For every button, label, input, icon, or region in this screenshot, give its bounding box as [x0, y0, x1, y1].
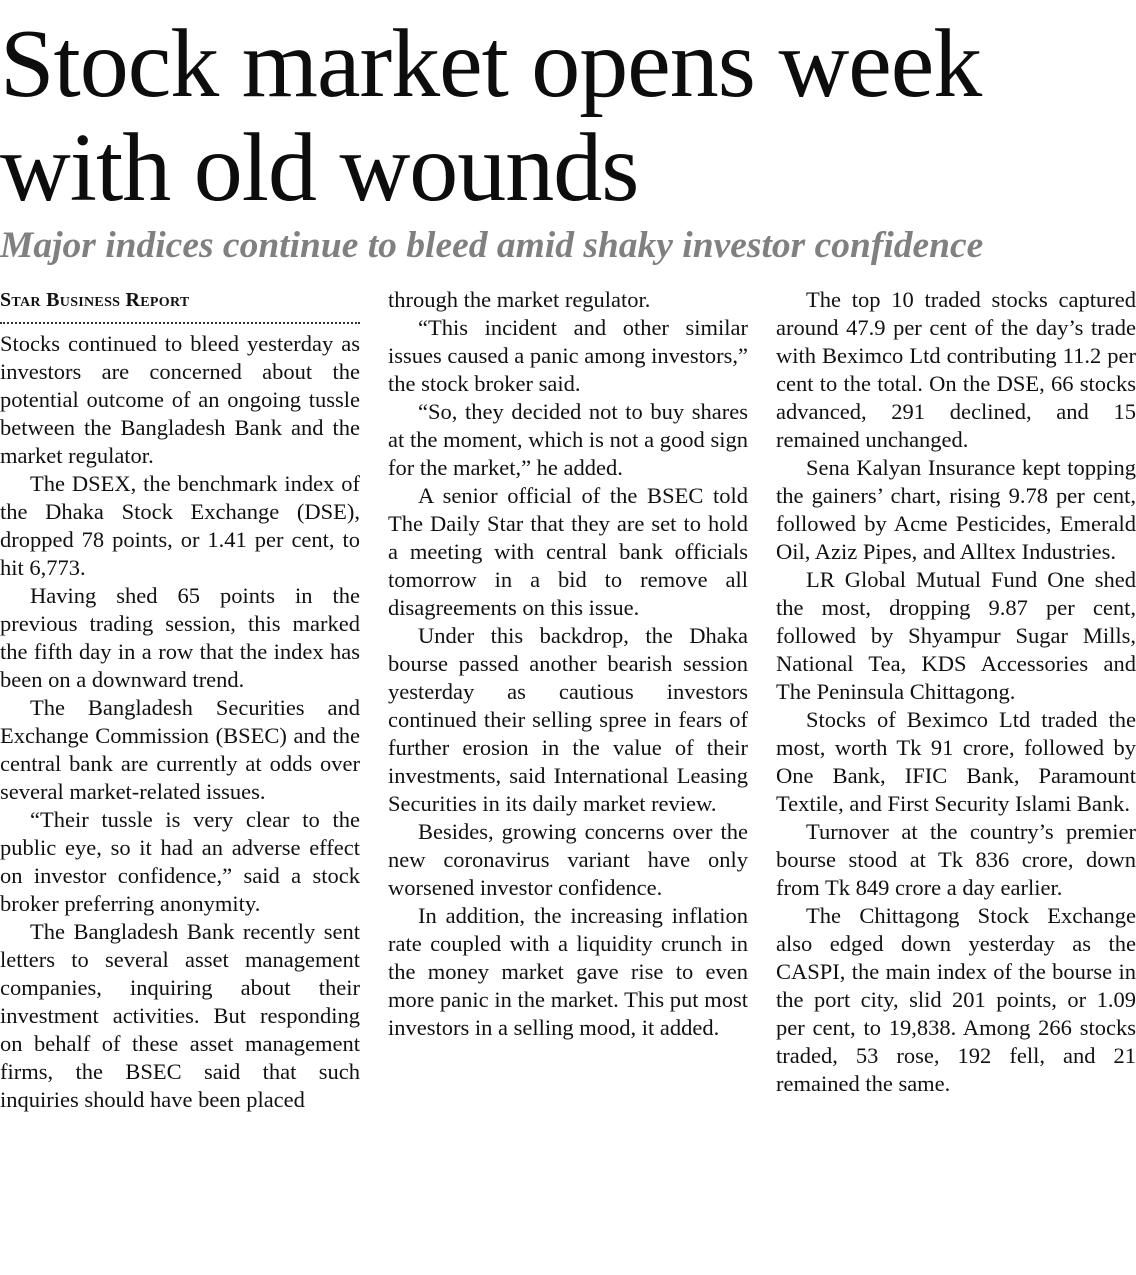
article-paragraph: “Their tussle is very clear to the public eye, so it had an adverse effect on investor confidence,” said a stock broker preferring anonymity. — [0, 807, 360, 916]
article-paragraph: through the market regulator. — [388, 287, 651, 312]
article-paragraph: “This incident and other similar issues caused a panic among investors,” the stock broker said. — [388, 315, 748, 396]
article-paragraph: The Chittagong Stock Exchange also edged down yesterday as the CASPI, the main index of the bourse in the port city, slid 201 points, or 1.09 per cent, to 19,838. Among 266 stocks traded, 53 rose, 192 fell, and 21 remained the same. — [776, 903, 1136, 1096]
article-column-3 — [776, 286, 1136, 1271]
article-paragraph: Under this backdrop, the Dhaka bourse passed another bearish session yesterday as cautious investors continued their selling spree in fears of further erosion in the value of their investments, said International Leasing Securities in its daily market review. — [388, 623, 748, 816]
article-paragraph: Stocks continued to bleed yesterday as investors are concerned about the potential outcome of an ongoing tussle between the Bangladesh Bank and the market regulator. — [0, 331, 360, 468]
article-column-2 — [388, 286, 748, 1271]
article-subheadline: Major indices continue to bleed amid shaky investor confidence — [0, 225, 984, 266]
article-paragraph: “So, they decided not to buy shares at the moment, which is not a good sign for the market,” he added. — [388, 399, 748, 480]
article-column-1 — [0, 286, 360, 1271]
article-paragraph: The Bangladesh Securities and Exchange Commission (BSEC) and the central bank are currently at odds over several market-related issues. — [0, 695, 360, 804]
byline-divider — [0, 322, 360, 324]
article-paragraph: Having shed 65 points in the previous trading session, this marked the fifth day in a row that the index has been on a downward trend. — [0, 583, 360, 692]
article-paragraph: The Bangladesh Bank recently sent letters to several asset management companies, inquiring about their investment activities. But responding on behalf of these asset management firms, the BSEC said that such inquiries should have been placed — [0, 919, 360, 1112]
article-paragraph: LR Global Mutual Fund One shed the most, dropping 9.87 per cent, followed by Shyampur Sugar Mills, National Tea, KDS Accessories and The Peninsula Chittagong. — [776, 567, 1136, 704]
article-paragraph: In addition, the increasing inflation rate coupled with a liquidity crunch in the money market gave rise to even more panic in the market. This put most investors in a selling mood, it added. — [388, 903, 748, 1040]
article-paragraph: Stocks of Beximco Ltd traded the most, worth Tk 91 crore, followed by One Bank, IFIC Bank, Paramount Textile, and First Security Islami Bank. — [776, 707, 1136, 816]
article-byline: Star Business Report — [0, 289, 190, 311]
article-paragraph: The DSEX, the benchmark index of the Dhaka Stock Exchange (DSE), dropped 78 points, or 1.41 per cent, to hit 6,773. — [0, 471, 360, 580]
article-headline: Stock market opens week with old wounds — [0, 10, 982, 222]
article-paragraph: Turnover at the country’s premier bourse stood at Tk 836 crore, down from Tk 849 crore a day earlier. — [776, 819, 1136, 900]
article-paragraph: Sena Kalyan Insurance kept topping the gainers’ chart, rising 9.78 per cent, followed by Acme Pesticides, Emerald Oil, Aziz Pipes, and Alltex Industries. — [776, 455, 1136, 564]
article-paragraph: Besides, growing concerns over the new coronavirus variant have only worsened investor confidence. — [388, 819, 748, 900]
article-paragraph: A senior official of the BSEC told The Daily Star that they are set to hold a meeting with central bank officials tomorrow in a bid to remove all disagreements on this issue. — [388, 483, 748, 620]
article-paragraph: The top 10 traded stocks captured around 47.9 per cent of the day’s trade with Beximco Ltd contributing 11.2 per cent to the total. On the DSE, 66 stocks advanced, 291 declined, and 15 remained unchanged. — [776, 287, 1136, 452]
